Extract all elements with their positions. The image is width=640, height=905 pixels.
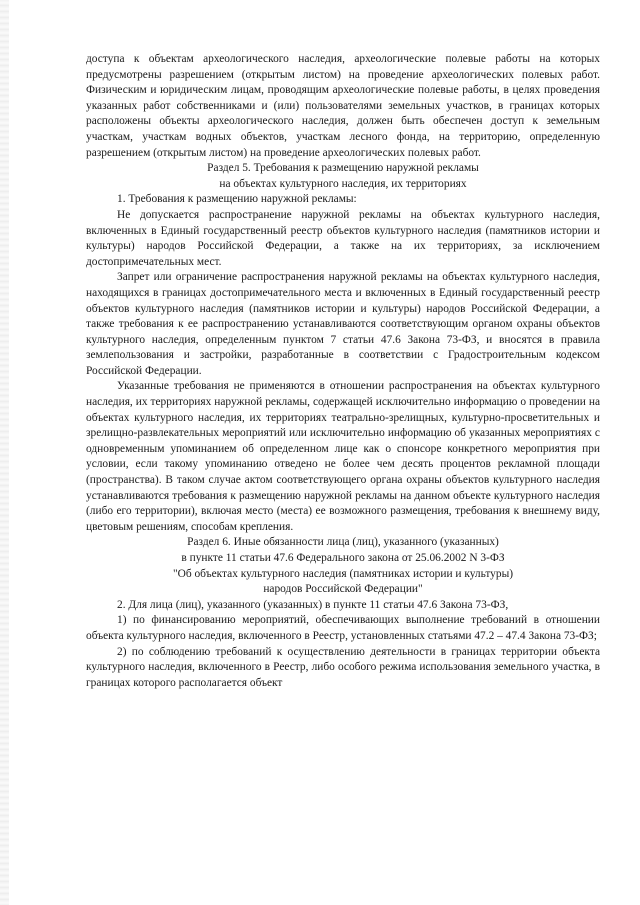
section5-paragraph3: Указанные требования не применяются в отношении распространения на объектах культурного наследия, их территориях наружной рекламы, содержащей исключительно информацию о проведении на объектах культурного наследия, их территориях театрально-зрелищных, культурно-просветительных и зрелищно-развлекательных мероприятий или исключительно информацию об указанных мероприятиях с одновременным упоминанием об определенном лице как о спонсоре конкретного мероприятия при условии, если такому упоминанию отведено не более чем десять процентов рекламной площади (пространства). В таком случае актом соответствующего органа охраны объектов культурного наследия устанавливаются требования к размещению наружной рекламы на данном объекте культурного наследия (либо его территории), включая место (места) ее возможного размещения, требования к внешнему виду, цветовым решениям, способам крепления.: [86, 380, 600, 533]
section6-heading-line3: "Об объектах культурного наследия (памятниках истории и культуры): [172, 567, 514, 580]
section6-subitem2: 2) по соблюдению требований к осуществлению деятельности в границах территории объекта культурного наследия, включенного в Реестр, либо особого режима использования земельного участка, в границах которого располагается объект: [86, 645, 600, 689]
section6-heading-line1: Раздел 6. Иные обязанности лица (лиц), указанного (указанных): [187, 536, 499, 549]
section5-paragraph2: Запрет или ограничение распространения наружной рекламы на объектах культурного наследия, находящихся в границах достопримечательного места и включенных в Единый государственный реестр объектов культурного наследия (памятников истории и культуры) народов Российской Федерации, а также требования к ее распространению устанавливаются соответствующим органом охраны объектов культурного наследия, определенным пунктом 7 статьи 47.6 Закона 73-ФЗ, и вносятся в правила землепользования и застройки, разработанные в соответствии с Градостроительным кодексом Российской Федерации.: [86, 271, 600, 377]
section5-heading-line1: Раздел 5. Требования к размещению наружной рекламы: [207, 162, 479, 175]
section6-item2: 2. Для лица (лиц), указанного (указанных) в пункте 11 статьи 47.6 Закона 73-ФЗ,: [117, 598, 509, 611]
section5-heading-line2: на объектах культурного наследия, их территориях: [219, 177, 467, 190]
section6-heading-line2: в пункте 11 статьи 47.6 Федерального закона от 25.06.2002 N 3-ФЗ: [181, 552, 505, 564]
section6-heading-line4: народов Российской Федерации": [263, 583, 423, 596]
section6-subitem1: 1) по финансированию мероприятий, обеспечивающих выполнение требований в отношении объекта культурного наследия, включенного в Реестр, установленных статьями 47.2 – 47.4 Закона 73-ФЗ;: [86, 614, 600, 642]
document-page: [86, 52, 600, 691]
scan-edge-artifact: [0, 0, 9, 905]
intro-paragraph: доступа к объектам археологического наследия, археологические полевые работы на которых предусмотрены разрешением (открытым листом) на проведение археологических полевых работ. Физическим и юридическим лицам, проводящим археологические полевые работы, в целях проведения указанных работ собственниками и (или) пользователями земельных участков, в границах которых расположены объекты археологического наследия, должен быть обеспечен доступ к земельным участкам, участкам водных объектов, участкам лесного фонда, на территорию, определенную разрешением (открытым листом) на проведение археологических полевых работ.: [86, 53, 600, 159]
section5-item1: 1. Требования к размещению наружной рекламы:: [117, 193, 357, 206]
section5-paragraph1: Не допускается распространение наружной рекламы на объектах культурного наследия, включенных в Единый государственный реестр объектов культурного наследия (памятников истории и культуры) народов Российской Федерации, а также на их территориях, за исключением достопримечательных мест.: [86, 208, 600, 268]
